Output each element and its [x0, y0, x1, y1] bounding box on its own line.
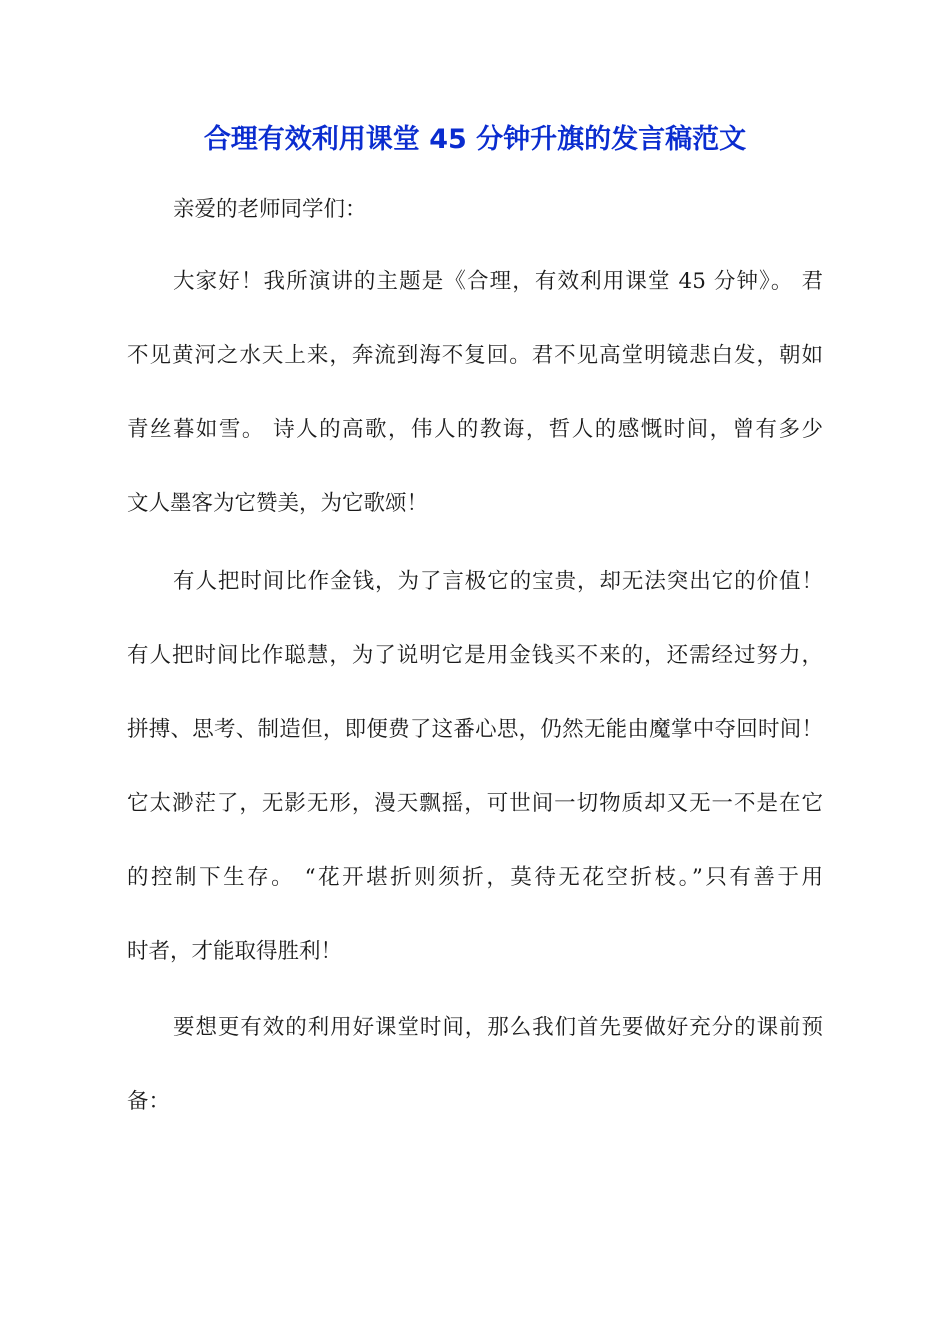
document-title: 合理有效利用课堂 45 分钟升旗的发言稿范文: [203, 124, 747, 155]
paragraph-line: 拼搏、思考、制造但，即便费了这番心思，仍然无能由魔掌中夺回时间！: [127, 717, 823, 742]
paragraph-line: 时者，才能取得胜利！: [127, 939, 343, 964]
paragraph-line: 的控制下生存。 “花开堪折则须折，莫待无花空折枝。”只有善于用: [127, 865, 823, 890]
paragraph-line: 青丝暮如雪。 诗人的高歌，伟人的教诲，哲人的感慨时间，曾有多少: [127, 417, 823, 442]
paragraph-line: 文人墨客为它赞美，为它歌颂！: [127, 491, 429, 516]
paragraph-line: 它太渺茫了，无影无形，漫天飘摇，可世间一切物质却又无一不是在它: [127, 791, 823, 816]
paragraph-line: 要想更有效的利用好课堂时间，那么我们首先要做好充分的课前预: [173, 1015, 823, 1040]
greeting-line: 亲爱的老师同学们：: [173, 197, 367, 222]
paragraph-line: 大家好！我所演讲的主题是《合理，有效利用课堂 45 分钟》。 君: [173, 269, 823, 294]
paragraph-line: 备：: [127, 1089, 171, 1114]
paragraph-line: 有人把时间比作金钱，为了言极它的宝贵，却无法突出它的价值！: [173, 569, 823, 594]
paragraph-line: 不见黄河之水天上来，奔流到海不复回。君不见高堂明镜悲白发，朝如: [127, 343, 823, 368]
paragraph-line: 有人把时间比作聪慧，为了说明它是用金钱买不来的，还需经过努力，: [127, 643, 823, 668]
